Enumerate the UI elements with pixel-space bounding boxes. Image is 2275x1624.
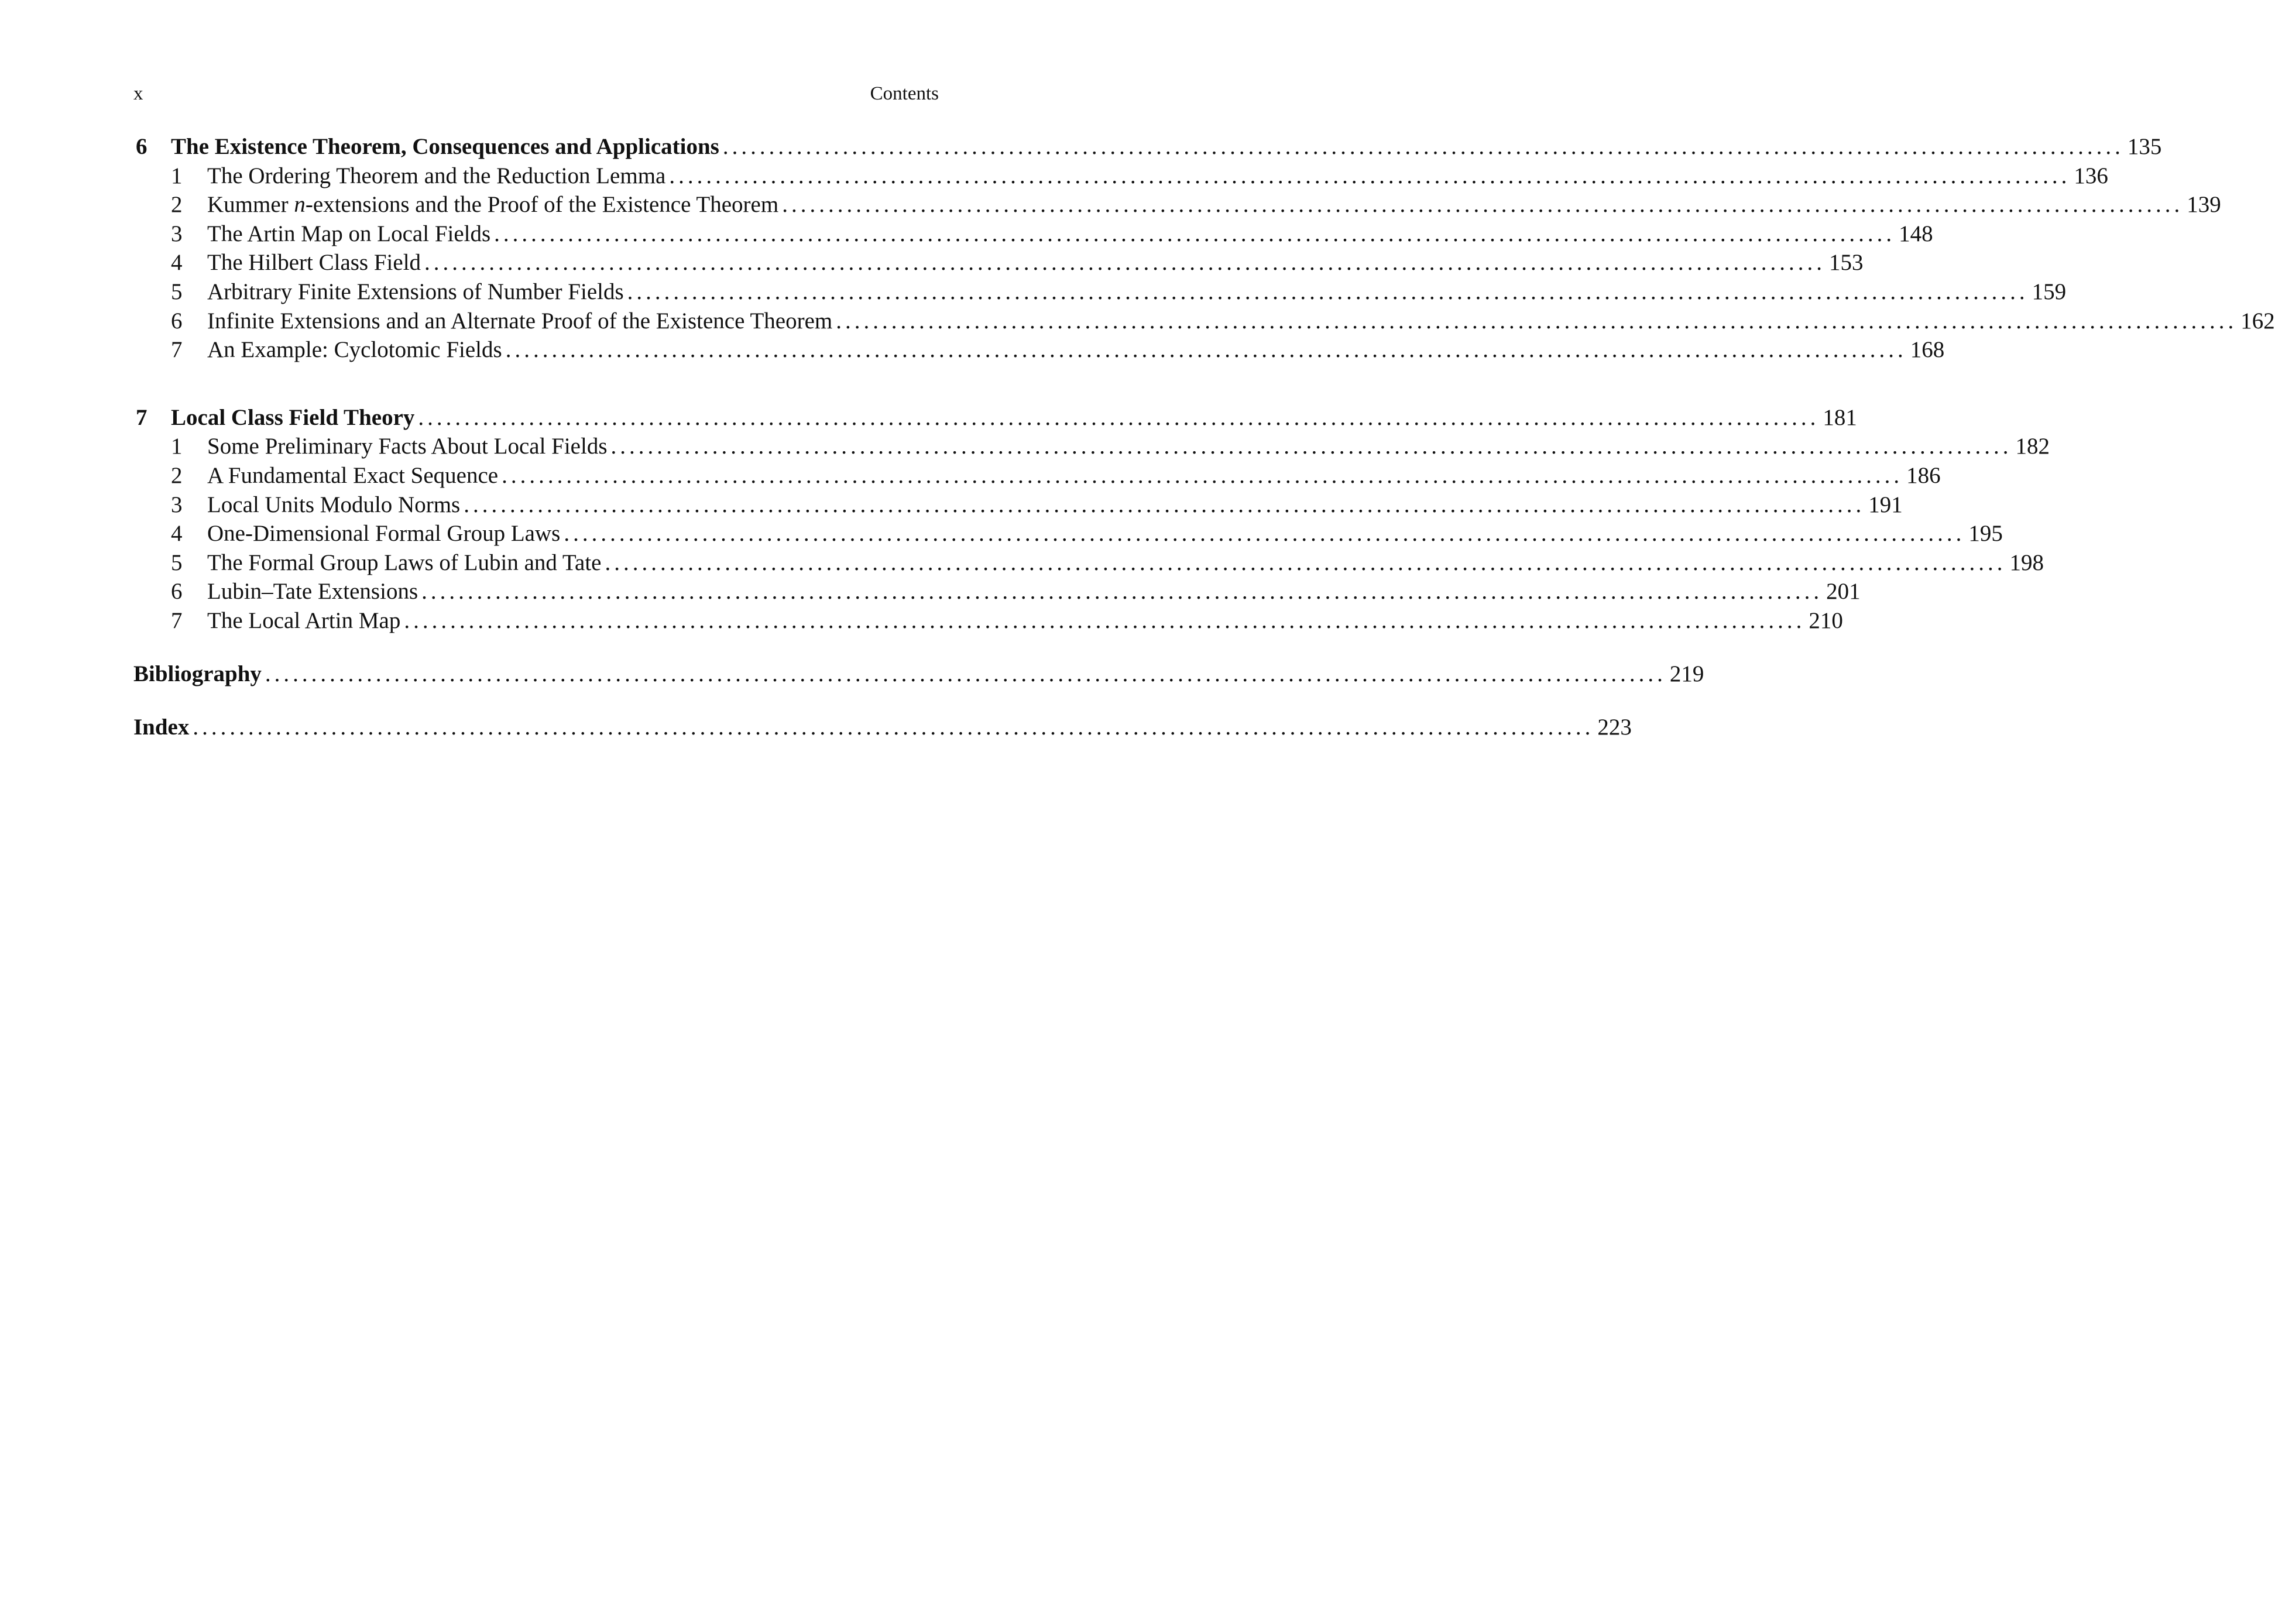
toc-section-7-4[interactable] xyxy=(133,519,2003,548)
dot-leader: ........................................................................................................................................................ xyxy=(610,434,2012,459)
dot-leader: ........................................................................................................................................................ xyxy=(494,221,1896,246)
section-title: One-Dimensional Formal Group Laws xyxy=(207,521,561,547)
index-title: Index xyxy=(133,715,190,740)
title-suffix: -extensions and the Proof of the Existence Theorem xyxy=(305,192,779,218)
math-variable-n: n xyxy=(294,192,306,218)
section-number: 6 xyxy=(171,579,183,605)
dot-leader: ........................................................................................................................................................ xyxy=(193,715,1594,740)
toc-chapter-6[interactable] xyxy=(133,132,2162,162)
dot-leader: ........................................................................................................................................................ xyxy=(564,521,1965,547)
dot-leader: ........................................................................................................................................................ xyxy=(836,308,2238,334)
toc-bibliography[interactable] xyxy=(133,660,1704,689)
section-page: 182 xyxy=(2015,434,2050,459)
section-page: 201 xyxy=(1826,579,1861,605)
dot-leader: ........................................................................................................................................................ xyxy=(627,279,2029,304)
toc-section-6-5[interactable] xyxy=(133,277,2067,307)
section-number: 5 xyxy=(171,550,183,575)
section-title: The Formal Group Laws of Lubin and Tate xyxy=(207,550,602,575)
toc-section-6-3[interactable] xyxy=(133,219,1933,249)
section-number: 7 xyxy=(171,337,183,363)
toc-section-6-7[interactable] xyxy=(133,335,1945,365)
dot-leader: ........................................................................................................................................................ xyxy=(502,462,1903,488)
toc-index[interactable] xyxy=(133,713,1632,742)
section-title: The Artin Map on Local Fields xyxy=(207,221,491,246)
toc-section-7-1[interactable] xyxy=(133,432,2050,461)
section-page: 210 xyxy=(1809,607,1843,633)
dot-leader: ........................................................................................................................................................ xyxy=(464,492,1865,517)
title-prefix: Kummer xyxy=(207,192,294,218)
dot-leader: ........................................................................................................................................................ xyxy=(265,661,1666,686)
chapter-number: 6 xyxy=(136,134,147,159)
dot-leader: ........................................................................................................................................................ xyxy=(418,404,1820,430)
running-header xyxy=(133,82,939,105)
section-page: 148 xyxy=(1899,221,1933,246)
section-number: 1 xyxy=(171,434,183,459)
dot-leader: ........................................................................................................................................................ xyxy=(404,607,1806,633)
section-number: 7 xyxy=(171,607,183,633)
section-title: Some Preliminary Facts About Local Fields xyxy=(207,434,608,459)
toc-section-7-7[interactable] xyxy=(133,606,1843,636)
index-page: 223 xyxy=(1597,715,1632,740)
back-matter-spacer xyxy=(133,688,939,713)
toc-section-6-6[interactable] xyxy=(133,307,2275,336)
section-title: The Hilbert Class Field xyxy=(207,250,421,276)
section-number: 5 xyxy=(171,279,183,304)
section-page: 162 xyxy=(2240,308,2275,334)
section-number: 4 xyxy=(171,521,183,547)
dot-leader: ........................................................................................................................................................ xyxy=(669,163,2071,188)
chapter-page: 135 xyxy=(2127,134,2162,159)
dot-leader: ........................................................................................................................................................ xyxy=(782,192,2184,218)
section-number: 2 xyxy=(171,192,183,218)
section-title: Arbitrary Finite Extensions of Number Fields xyxy=(207,279,624,304)
toc-section-6-4[interactable] xyxy=(133,248,1864,277)
section-title: A Fundamental Exact Sequence xyxy=(207,462,499,488)
section-page: 191 xyxy=(1868,492,1903,517)
dot-leader: ........................................................................................................................................................ xyxy=(424,250,1826,276)
chapter-title: The Existence Theorem, Consequences and Applications xyxy=(171,134,719,159)
toc-section-6-2[interactable] xyxy=(133,190,2221,219)
toc-section-7-2[interactable] xyxy=(133,461,1941,490)
section-page: 168 xyxy=(1910,337,1945,363)
dot-leader: ........................................................................................................................................................ xyxy=(605,550,2006,575)
toc-section-6-1[interactable] xyxy=(133,162,2108,191)
back-matter-spacer xyxy=(133,636,939,660)
chapter-number: 7 xyxy=(136,404,147,430)
toc-chapter-7[interactable] xyxy=(133,403,1857,432)
section-number: 6 xyxy=(171,308,183,334)
chapter-spacer xyxy=(133,365,939,403)
section-title: Lubin–Tate Extensions xyxy=(207,579,418,605)
section-title: An Example: Cyclotomic Fields xyxy=(207,337,502,363)
toc-section-7-6[interactable] xyxy=(133,577,1861,606)
toc-section-7-5[interactable] xyxy=(133,548,2044,578)
page-number-roman: x xyxy=(133,83,143,104)
section-title: Infinite Extensions and an Alternate Proof of the Existence Theorem xyxy=(207,308,833,334)
table-of-contents xyxy=(133,132,2275,742)
section-number: 3 xyxy=(171,221,183,246)
chapter-title: Local Class Field Theory xyxy=(171,404,415,430)
section-number: 2 xyxy=(171,462,183,488)
running-title: Contents xyxy=(870,83,939,104)
section-page: 136 xyxy=(2074,163,2108,188)
section-page: 139 xyxy=(2187,192,2221,218)
bibliography-page: 219 xyxy=(1669,661,1704,686)
section-page: 198 xyxy=(2009,550,2044,575)
section-title: The Local Artin Map xyxy=(207,607,401,633)
section-page: 195 xyxy=(1968,521,2003,547)
dot-leader: ........................................................................................................................................................ xyxy=(421,579,1823,605)
toc-section-7-3[interactable] xyxy=(133,490,1903,520)
section-page: 159 xyxy=(2032,279,2067,304)
section-number: 1 xyxy=(171,163,183,188)
section-title xyxy=(207,190,778,219)
section-number: 3 xyxy=(171,492,183,517)
dot-leader: ........................................................................................................................................................ xyxy=(505,337,1907,363)
section-page: 153 xyxy=(1829,250,1864,276)
section-number: 4 xyxy=(171,250,183,276)
dot-leader: ........................................................................................................................................................ xyxy=(722,134,2124,159)
section-title: The Ordering Theorem and the Reduction Lemma xyxy=(207,163,666,188)
chapter-page: 181 xyxy=(1823,404,1857,430)
section-title: Local Units Modulo Norms xyxy=(207,492,461,517)
bibliography-title: Bibliography xyxy=(133,661,262,686)
section-page: 186 xyxy=(1906,462,1941,488)
